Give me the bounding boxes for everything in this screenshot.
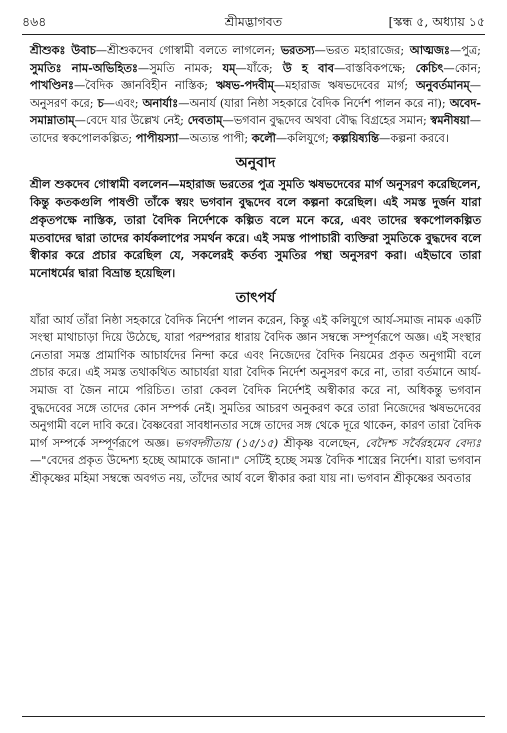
page-number: ৪৬৪ <box>22 14 47 29</box>
purport-text: —"বেদের প্রকৃত উদ্দেশ্য হচ্ছে আমাকে জানা।" সেটিই হচ্ছে সমস্ত বৈদিক শাস্ত্রের নির্দেশ। যারা ভগবান শ্রীকৃষ্ণের মহিমা সম্বন্ধে অবগত নয়, তাঁদের আর্য বলে স্বীকার করা যায় না। ভগবান শ্রীকৃষ্ণের অবতার <box>30 454 481 485</box>
synonym-meaning: ভরত মহারাজের; <box>325 44 410 57</box>
purport-text: যাঁরা আর্য তাঁরা নিষ্ঠা সহকারে বৈদিক নির্দেশ পালন করেন, কিন্তু এই কলিযুগে আর্য-সমাজ নামক একটি সংস্থা মাথাচাড়া দিয়ে উঠেছে, যারা পরম্পরার ধারায় বৈদিক জ্ঞান সম্বন্ধে সম্পূর্ণরূপে অজ্ঞ। এই সংস্থার নেতারা সমস্ত প্রামাণিক আচার্যদের নিন্দা করে এবং নিজেদের বৈদিক নিয়মের প্রকৃত অনুগামী বলে প্রচার করে। এই সমস্ত তথাকথিত আচার্যরা যারা বৈদিক নির্দেশ অনুসরণ করে না, তারা বর্তমানে আর্য-সমাজ বা জৈন নামে পরিচিত। তারা কেবল বৈদিক নির্দেশই অস্বীকার করে না, অধিকন্তু ভগবান বুদ্ধদেবের সঙ্গে তাদের কোন সম্পর্ক নেই। সুমতির আচরণ অনুকরণ করে তারা নিজেদের ঋষভদেবের অনুগামী বলে দাবি করে। বৈষ্ণবেরা সাবধানতার সঙ্গে তাদের সঙ্গ থেকে দূরে থাকেন, কারণ তারা বৈদিক মার্গ সম্পর্কে সম্পূর্ণরূপে অজ্ঞ। <box>30 313 481 450</box>
page-header <box>22 14 485 34</box>
synonym-meaning: যাঁকে; <box>246 61 283 75</box>
synonym-meaning: শ্রীশুকদেব গোস্বামী বলতে লাগলেন; <box>107 44 281 57</box>
synonym-word: পাখণ্ডিনঃ <box>30 78 74 93</box>
purport-heading: তাৎপর্য <box>235 289 276 306</box>
synonym-word: আত্মজঃ <box>409 43 450 57</box>
gita-reference: ভগবদ্গীতায় (১৫/১৫) <box>174 436 279 450</box>
synonym-word: উ হ বাব <box>282 60 334 75</box>
synonym-word: কেচিৎ <box>415 60 444 75</box>
synonym-meaning: অনুসরণ করে; <box>30 96 98 110</box>
synonym-meaning: সুমতি নামক; <box>149 61 223 75</box>
synonym-word: শ্রীশুকঃ উবাচ <box>30 43 96 57</box>
synonym-word: অনুবর্তমানম্ <box>415 78 470 93</box>
synonym-word: কলৌ <box>251 130 276 145</box>
synonym-word: অবেদ-সমাম্নাতাম্ <box>30 95 481 128</box>
translation-heading: অনুবাদ <box>235 154 276 171</box>
gita-verse: বেদৈশ্চ সর্বৈরহমেব বেদ্যঃ <box>365 436 481 450</box>
synonym-meaning: কল্পনা করবে। <box>390 131 449 145</box>
synonym-word: চ <box>97 95 104 110</box>
synonym-word: যম্ <box>222 60 236 75</box>
synonym-meaning: ভগবান বুদ্ধদেব অথবা বৌদ্ধ বিগ্রহের সমান; <box>233 114 431 128</box>
chapter-reference: [স্কন্ধ ৫, অধ্যায় ১৫ <box>388 14 485 29</box>
purport-text: শ্রীকৃষ্ণ বলেছেন, <box>278 436 366 450</box>
synonyms-paragraph: শ্রীশুকঃ উবাচ—শ্রীশুকদেব গোস্বামী বলতে লাগলেন; ভরতস্য—ভরত মহারাজের; আত্মজঃ—পুত্র; সুমতিঃ নাম-অভিহিতঃ—সুমতি নামক; যম্—যাঁকে; উ হ বাব—বাস্তবিকপক্ষে; কেচিৎ—কোন; পাখণ্ডিনঃ—বৈদিক জ্ঞানবিহীন নাস্তিক; ঋষভ-পদবীম্—মহারাজ ঋষভদেবের মার্গ; অনুবর্তমানম্—অনুসরণ করে; চ—এবং; অনার্যাঃ—অনার্য (যারা নিষ্ঠা সহকারে বৈদিক নির্দেশ পালন করে না); অবেদ-সমাম্নাতাম্—বেদে যার উল্লেখ নেই; দেবতাম্—ভগবান বুদ্ধদেব অথবা বৌদ্ধ বিগ্রহের সমান; স্বমনীষয়া—তাদের স্বকপোলকল্পিত; পাপীয়স্যা—অত্যন্ত পাপী; কলৌ—কলিযুগে; কল্পয়িষ্যন্তি—কল্পনা করবে। <box>30 43 481 145</box>
synonym-word: ভরতস্য <box>280 43 315 57</box>
synonym-word: স্বমনীষয়া <box>430 113 470 128</box>
synonym-meaning: মহারাজ ঋষভদেবের মার্গ; <box>285 79 416 93</box>
synonym-meaning: কলিযুগে; <box>287 131 333 145</box>
synonym-meaning: এবং; <box>114 96 143 110</box>
synonym-word: পাপীয়স্যা <box>135 130 179 145</box>
synonym-meaning: কোন; <box>454 61 481 75</box>
book-title: শ্রীমদ্ভাগবত <box>224 14 283 29</box>
footer-divider <box>22 716 485 717</box>
synonym-meaning: অনার্য (যারা নিষ্ঠা সহকারে বৈদিক নির্দেশ পালন করে না); <box>189 96 450 110</box>
synonym-word: কল্পয়িষ্যন্তি <box>332 130 379 145</box>
synonym-meaning: অত্যন্ত পাপী; <box>189 131 252 145</box>
translation-paragraph: শ্রীল শুকদেব গোস্বামী বললেন—মহারাজ ভরতের পুত্র সুমতি ঋষভদেবের মার্গ অনুসরণ করেছিলেন, কিন্তু কতকগুলি পাষণ্ডী তাঁকে স্বয়ং ভগবান বুদ্ধদেব বলে কল্পনা করেছিল। এই সমস্ত দুর্জন যারা প্রকৃতপক্ষে নাস্তিক, তারা বৈদিক নির্দেশকে কল্পিত বলে মনে করে, এবং তাদের স্বকপোলকল্পিত মতবাদের দ্বারা তাদের কার্যকলাপের সমর্থন করে। এই সমস্ত পাপাচারী ব্যক্তিরা সুমতিকে বুদ্ধদেব বলে স্বীকার করে প্রচার করেছিল যে, সকলেরই কর্তব্য সুমতির পন্থা অনুসরণ করা। এইভাবে তারা মনোধর্মের দ্বারা বিভ্রান্ত হয়েছিল। <box>30 177 481 281</box>
synonym-meaning: বেদে যার উল্লেখ নেই; <box>85 114 188 128</box>
purport-paragraph <box>30 312 481 488</box>
header-divider <box>22 34 485 35</box>
synonym-meaning: বাস্তবিকপক্ষে; <box>345 61 416 75</box>
synonym-meaning: বৈদিক জ্ঞানবিহীন নাস্তিক; <box>85 79 216 93</box>
synonym-meaning: পুত্র; <box>461 44 481 57</box>
synonym-meaning: তাদের স্বকপোলকল্পিত; <box>30 131 136 145</box>
synonym-word: অনার্যাঃ <box>142 95 179 110</box>
synonym-word: সুমতিঃ নাম-অভিহিতঃ <box>30 60 138 75</box>
page-content <box>30 42 481 487</box>
synonym-word: ঋষভ-পদবীম্ <box>215 78 274 93</box>
synonym-word: দেবতাম্ <box>187 113 223 128</box>
